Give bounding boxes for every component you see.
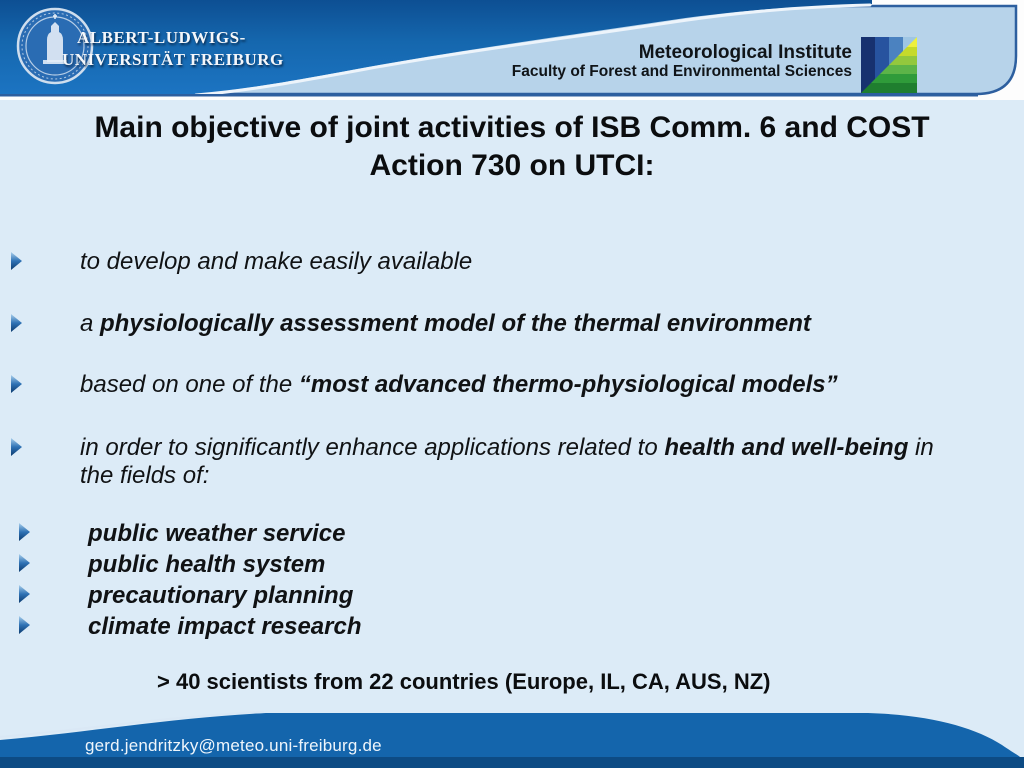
institute-header (512, 43, 852, 81)
bullet-paragraph (80, 434, 1010, 490)
bullet-arrow-icon (10, 252, 23, 270)
list-item: public health system (88, 551, 326, 578)
bullet-arrow-icon (18, 616, 31, 634)
institute-name: Meteorological Institute (638, 42, 852, 63)
bullet-text: a (80, 310, 101, 337)
bullet-text: to develop and make easily available (80, 248, 473, 275)
bullet-paragraph (80, 310, 811, 338)
bullet-text: in (908, 434, 934, 461)
slide-title-line1: Main objective of joint activities of ISB Comm. 6 and COST (94, 111, 930, 144)
list-item: climate impact research (88, 613, 362, 640)
bullet-arrow-icon (10, 438, 23, 456)
bullet-text: in order to significantly enhance applications related to (80, 434, 665, 461)
slide-title-line2: Action 730 on UTCI: (369, 149, 655, 182)
faculty-name: Faculty of Forest and Environmental Sciences (511, 63, 852, 80)
footer-navy-strip (0, 757, 1024, 768)
bullet-text: the fields of: (80, 462, 210, 489)
university-name-line2: UNIVERSITÄT FREIBURG (62, 50, 284, 69)
bullet-arrow-icon (18, 554, 31, 572)
bullet-arrow-icon (18, 585, 31, 603)
bullet-arrow-icon (10, 375, 23, 393)
list-item: precautionary planning (88, 582, 354, 609)
university-name-line1: ALBERT-LUDWIGS- (77, 28, 246, 47)
faculty-logo-icon (861, 37, 917, 93)
header-underline (0, 94, 978, 97)
list-item: public weather service (88, 520, 346, 547)
bullet-paragraph (80, 248, 472, 276)
bullet-text: based on one of the (80, 371, 299, 398)
bullet-text-bold: “most advanced thermo-physiological models” (298, 371, 838, 398)
summary-line: > 40 scientists from 22 countries (Europe, IL, CA, AUS, NZ) (157, 669, 771, 694)
bullet-arrow-icon (18, 523, 31, 541)
bullet-paragraph (80, 371, 838, 399)
university-name (62, 27, 284, 71)
bullet-text-bold: physiologically assessment model of the thermal environment (100, 310, 811, 337)
bullet-text-bold: health and well-being (664, 434, 909, 461)
bullet-arrow-icon (10, 314, 23, 332)
contact-email: gerd.jendritzky@meteo.uni-freiburg.de (85, 736, 382, 755)
slide-title (0, 109, 1024, 185)
